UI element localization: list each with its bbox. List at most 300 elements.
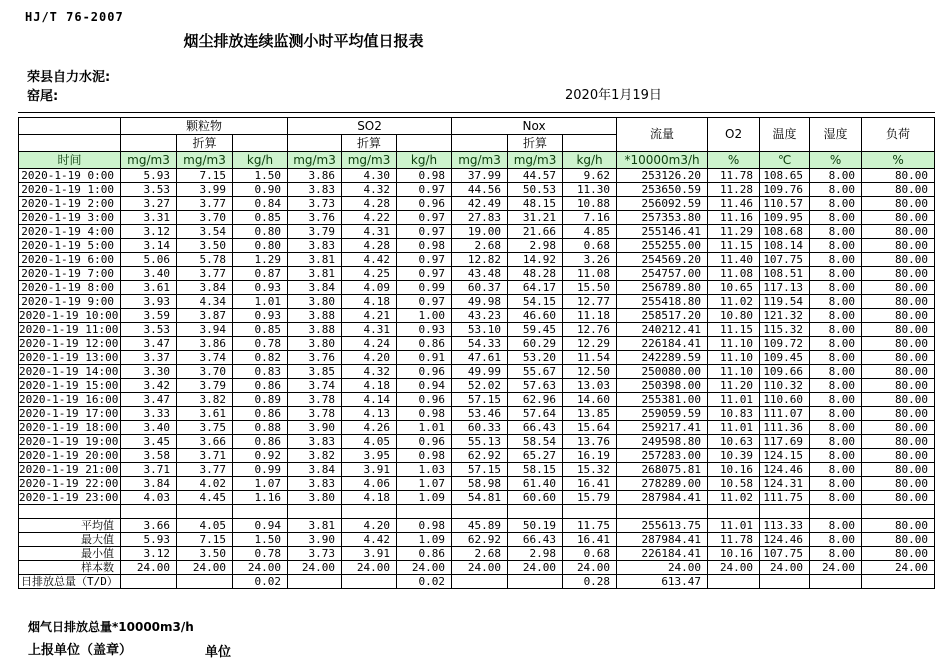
value-cell: 57.63 bbox=[508, 379, 563, 393]
value-cell: 11.10 bbox=[708, 365, 760, 379]
summary-value-cell: 66.43 bbox=[508, 533, 563, 547]
value-cell: 3.66 bbox=[177, 435, 233, 449]
value-cell: 80.00 bbox=[862, 337, 935, 351]
value-cell: 53.10 bbox=[452, 323, 508, 337]
value-cell: 8.00 bbox=[810, 407, 862, 421]
value-cell: 1.07 bbox=[397, 477, 452, 491]
value-cell: 3.75 bbox=[177, 421, 233, 435]
value-cell: 3.88 bbox=[288, 323, 342, 337]
value-cell: 44.57 bbox=[508, 169, 563, 183]
value-cell: 3.30 bbox=[121, 365, 177, 379]
value-cell: 8.00 bbox=[810, 421, 862, 435]
summary-value-cell: 3.12 bbox=[121, 547, 177, 561]
value-cell: 119.54 bbox=[760, 295, 810, 309]
value-cell: 4.21 bbox=[342, 309, 397, 323]
summary-value-cell: 24.00 bbox=[563, 561, 617, 575]
value-cell: 8.00 bbox=[810, 253, 862, 267]
table-row bbox=[19, 295, 935, 309]
value-cell: 11.54 bbox=[563, 351, 617, 365]
summary-value-cell: 8.00 bbox=[810, 547, 862, 561]
summary-value-cell bbox=[862, 575, 935, 589]
value-cell: 8.00 bbox=[810, 435, 862, 449]
summary-value-cell: 0.68 bbox=[563, 547, 617, 561]
value-cell: 15.64 bbox=[563, 421, 617, 435]
value-cell: 44.56 bbox=[452, 183, 508, 197]
value-cell: 12.76 bbox=[563, 323, 617, 337]
summary-value-cell: 62.92 bbox=[452, 533, 508, 547]
value-cell: 3.37 bbox=[121, 351, 177, 365]
value-cell: 4.26 bbox=[342, 421, 397, 435]
value-cell: 4.14 bbox=[342, 393, 397, 407]
value-cell: 58.54 bbox=[508, 435, 563, 449]
value-cell: 3.53 bbox=[121, 183, 177, 197]
value-cell: 80.00 bbox=[862, 197, 935, 211]
value-cell: 3.40 bbox=[121, 267, 177, 281]
blank-cell bbox=[452, 135, 508, 152]
blank-cell bbox=[233, 505, 288, 519]
value-cell: 58.15 bbox=[508, 463, 563, 477]
time-cell: 2020-1-19 11:00 bbox=[19, 323, 121, 337]
value-cell: 48.28 bbox=[508, 267, 563, 281]
value-cell: 49.99 bbox=[452, 365, 508, 379]
value-cell: 4.18 bbox=[342, 379, 397, 393]
value-cell: 111.07 bbox=[760, 407, 810, 421]
summary-value-cell: 4.05 bbox=[177, 519, 233, 533]
value-cell: 242289.59 bbox=[617, 351, 708, 365]
value-cell: 3.59 bbox=[121, 309, 177, 323]
value-cell: 226184.41 bbox=[617, 337, 708, 351]
value-cell: 257353.80 bbox=[617, 211, 708, 225]
summary-value-cell: 24.00 bbox=[233, 561, 288, 575]
value-cell: 11.02 bbox=[708, 491, 760, 505]
value-cell: 0.78 bbox=[233, 337, 288, 351]
value-cell: 5.06 bbox=[121, 253, 177, 267]
blank-cell bbox=[810, 505, 862, 519]
summary-value-cell bbox=[508, 575, 563, 589]
value-cell: 80.00 bbox=[862, 463, 935, 477]
value-cell: 0.84 bbox=[233, 197, 288, 211]
summary-value-cell: 124.46 bbox=[760, 533, 810, 547]
value-cell: 57.15 bbox=[452, 393, 508, 407]
value-cell: 258517.20 bbox=[617, 309, 708, 323]
summary-value-cell: 2.98 bbox=[508, 547, 563, 561]
value-cell: 0.97 bbox=[397, 211, 452, 225]
table-row bbox=[19, 407, 935, 421]
value-cell: 3.40 bbox=[121, 421, 177, 435]
value-cell: 3.74 bbox=[288, 379, 342, 393]
value-cell: 3.84 bbox=[177, 281, 233, 295]
col-header-flow: 流量 bbox=[617, 118, 708, 152]
value-cell: 3.74 bbox=[177, 351, 233, 365]
report-table bbox=[18, 117, 935, 589]
value-cell: 3.61 bbox=[121, 281, 177, 295]
value-cell: 3.84 bbox=[288, 463, 342, 477]
table-row bbox=[19, 477, 935, 491]
value-cell: 0.97 bbox=[397, 267, 452, 281]
station-label: 窑尾: bbox=[27, 89, 59, 104]
value-cell: 3.79 bbox=[177, 379, 233, 393]
corner-cell-mid bbox=[19, 135, 121, 152]
summary-value-cell bbox=[810, 575, 862, 589]
value-cell: 11.28 bbox=[708, 183, 760, 197]
value-cell: 3.84 bbox=[288, 281, 342, 295]
value-cell: 4.06 bbox=[342, 477, 397, 491]
table-row bbox=[19, 379, 935, 393]
table-row bbox=[19, 281, 935, 295]
col-header-temperature: 温度 bbox=[760, 118, 810, 152]
summary-value-cell: 0.28 bbox=[563, 575, 617, 589]
summary-value-cell: 113.33 bbox=[760, 519, 810, 533]
unit-cell: mg/m3 bbox=[452, 152, 508, 169]
value-cell: 53.20 bbox=[508, 351, 563, 365]
time-cell: 2020-1-19 2:00 bbox=[19, 197, 121, 211]
value-cell: 8.00 bbox=[810, 379, 862, 393]
unit-cell: % bbox=[810, 152, 862, 169]
value-cell: 46.60 bbox=[508, 309, 563, 323]
value-cell: 255255.00 bbox=[617, 239, 708, 253]
value-cell: 1.09 bbox=[397, 491, 452, 505]
time-cell: 2020-1-19 16:00 bbox=[19, 393, 121, 407]
summary-value-cell: 4.42 bbox=[342, 533, 397, 547]
value-cell: 0.99 bbox=[233, 463, 288, 477]
value-cell: 109.45 bbox=[760, 351, 810, 365]
summary-value-cell: 10.16 bbox=[708, 547, 760, 561]
summary-value-cell bbox=[452, 575, 508, 589]
value-cell: 3.77 bbox=[177, 463, 233, 477]
value-cell: 11.15 bbox=[708, 323, 760, 337]
blank-cell bbox=[708, 505, 760, 519]
blank-cell bbox=[617, 505, 708, 519]
value-cell: 117.13 bbox=[760, 281, 810, 295]
value-cell: 4.31 bbox=[342, 225, 397, 239]
value-cell: 1.16 bbox=[233, 491, 288, 505]
summary-value-cell: 16.41 bbox=[563, 533, 617, 547]
value-cell: 42.49 bbox=[452, 197, 508, 211]
time-cell: 2020-1-19 17:00 bbox=[19, 407, 121, 421]
value-cell: 80.00 bbox=[862, 225, 935, 239]
value-cell: 240212.41 bbox=[617, 323, 708, 337]
value-cell: 1.00 bbox=[397, 309, 452, 323]
value-cell: 15.32 bbox=[563, 463, 617, 477]
summary-value-cell: 8.00 bbox=[810, 533, 862, 547]
value-cell: 4.13 bbox=[342, 407, 397, 421]
summary-value-cell: 4.20 bbox=[342, 519, 397, 533]
value-cell: 0.82 bbox=[233, 351, 288, 365]
value-cell: 121.32 bbox=[760, 309, 810, 323]
table-row bbox=[19, 365, 935, 379]
value-cell: 4.31 bbox=[342, 323, 397, 337]
value-cell: 80.00 bbox=[862, 309, 935, 323]
value-cell: 109.76 bbox=[760, 183, 810, 197]
table-row bbox=[19, 253, 935, 267]
value-cell: 0.94 bbox=[397, 379, 452, 393]
value-cell: 52.02 bbox=[452, 379, 508, 393]
blank-cell bbox=[121, 505, 177, 519]
subheader-pm-converted: 折算 bbox=[177, 135, 233, 152]
value-cell: 11.10 bbox=[708, 351, 760, 365]
time-cell: 2020-1-19 7:00 bbox=[19, 267, 121, 281]
value-cell: 4.42 bbox=[342, 253, 397, 267]
report-date: 2020年1月19日 bbox=[565, 88, 662, 103]
value-cell: 80.00 bbox=[862, 491, 935, 505]
time-cell: 2020-1-19 5:00 bbox=[19, 239, 121, 253]
value-cell: 4.20 bbox=[342, 351, 397, 365]
value-cell: 3.58 bbox=[121, 449, 177, 463]
value-cell: 13.03 bbox=[563, 379, 617, 393]
value-cell: 11.08 bbox=[708, 267, 760, 281]
table-row bbox=[19, 225, 935, 239]
blank-cell bbox=[397, 505, 452, 519]
summary-value-cell: 24.00 bbox=[508, 561, 563, 575]
value-cell: 11.02 bbox=[708, 295, 760, 309]
summary-value-cell: 24.00 bbox=[617, 561, 708, 575]
value-cell: 0.85 bbox=[233, 323, 288, 337]
value-cell: 60.37 bbox=[452, 281, 508, 295]
value-cell: 3.80 bbox=[288, 337, 342, 351]
table-row bbox=[19, 393, 935, 407]
value-cell: 259217.41 bbox=[617, 421, 708, 435]
value-cell: 10.63 bbox=[708, 435, 760, 449]
summary-value-cell: 1.50 bbox=[233, 533, 288, 547]
value-cell: 3.12 bbox=[121, 225, 177, 239]
unit-cell: kg/h bbox=[563, 152, 617, 169]
value-cell: 0.86 bbox=[397, 337, 452, 351]
summary-value-cell: 3.81 bbox=[288, 519, 342, 533]
value-cell: 3.76 bbox=[288, 351, 342, 365]
value-cell: 8.00 bbox=[810, 477, 862, 491]
value-cell: 3.83 bbox=[288, 239, 342, 253]
value-cell: 21.66 bbox=[508, 225, 563, 239]
blank-cell bbox=[862, 505, 935, 519]
summary-value-cell: 7.15 bbox=[177, 533, 233, 547]
time-cell: 2020-1-19 21:00 bbox=[19, 463, 121, 477]
value-cell: 259059.59 bbox=[617, 407, 708, 421]
unit-cell: *10000m3/h bbox=[617, 152, 708, 169]
value-cell: 80.00 bbox=[862, 435, 935, 449]
value-cell: 0.80 bbox=[233, 239, 288, 253]
summary-value-cell: 613.47 bbox=[617, 575, 708, 589]
value-cell: 255381.00 bbox=[617, 393, 708, 407]
value-cell: 11.40 bbox=[708, 253, 760, 267]
summary-value-cell: 255613.75 bbox=[617, 519, 708, 533]
summary-value-cell: 24.00 bbox=[397, 561, 452, 575]
value-cell: 278289.00 bbox=[617, 477, 708, 491]
value-cell: 109.72 bbox=[760, 337, 810, 351]
page-title: 烟尘排放连续监测小时平均值日报表 bbox=[183, 32, 424, 50]
value-cell: 61.40 bbox=[508, 477, 563, 491]
value-cell: 0.86 bbox=[233, 435, 288, 449]
unit-cell: % bbox=[862, 152, 935, 169]
value-cell: 8.00 bbox=[810, 281, 862, 295]
value-cell: 0.98 bbox=[397, 169, 452, 183]
value-cell: 3.93 bbox=[121, 295, 177, 309]
summary-row bbox=[19, 519, 935, 533]
value-cell: 255418.80 bbox=[617, 295, 708, 309]
value-cell: 12.50 bbox=[563, 365, 617, 379]
value-cell: 80.00 bbox=[862, 449, 935, 463]
table-row bbox=[19, 309, 935, 323]
value-cell: 3.83 bbox=[288, 435, 342, 449]
value-cell: 0.97 bbox=[397, 183, 452, 197]
table-row bbox=[19, 337, 935, 351]
company-label: 荣县自力水泥: bbox=[27, 70, 111, 85]
value-cell: 0.99 bbox=[397, 281, 452, 295]
value-cell: 110.57 bbox=[760, 197, 810, 211]
summary-value-cell: 3.90 bbox=[288, 533, 342, 547]
blank-cell bbox=[563, 505, 617, 519]
table-row bbox=[19, 435, 935, 449]
summary-row bbox=[19, 561, 935, 575]
value-cell: 3.53 bbox=[121, 323, 177, 337]
unit-cell: mg/m3 bbox=[342, 152, 397, 169]
summary-value-cell: 24.00 bbox=[810, 561, 862, 575]
table-row bbox=[19, 449, 935, 463]
value-cell: 3.77 bbox=[177, 267, 233, 281]
unit-cell: kg/h bbox=[233, 152, 288, 169]
value-cell: 0.98 bbox=[397, 407, 452, 421]
summary-value-cell: 3.66 bbox=[121, 519, 177, 533]
value-cell: 0.68 bbox=[563, 239, 617, 253]
time-cell: 2020-1-19 12:00 bbox=[19, 337, 121, 351]
summary-row bbox=[19, 575, 935, 589]
time-cell: 2020-1-19 0:00 bbox=[19, 169, 121, 183]
value-cell: 4.02 bbox=[177, 477, 233, 491]
value-cell: 54.81 bbox=[452, 491, 508, 505]
col-header-o2: O2 bbox=[708, 118, 760, 152]
value-cell: 257283.00 bbox=[617, 449, 708, 463]
value-cell: 3.82 bbox=[177, 393, 233, 407]
value-cell: 5.78 bbox=[177, 253, 233, 267]
unit-cell: ℃ bbox=[760, 152, 810, 169]
value-cell: 0.92 bbox=[233, 449, 288, 463]
value-cell: 108.68 bbox=[760, 225, 810, 239]
value-cell: 110.32 bbox=[760, 379, 810, 393]
value-cell: 3.77 bbox=[177, 197, 233, 211]
summary-value-cell: 24.00 bbox=[342, 561, 397, 575]
summary-row bbox=[19, 533, 935, 547]
value-cell: 8.00 bbox=[810, 295, 862, 309]
time-cell: 2020-1-19 15:00 bbox=[19, 379, 121, 393]
value-cell: 16.19 bbox=[563, 449, 617, 463]
value-cell: 10.65 bbox=[708, 281, 760, 295]
value-cell: 0.85 bbox=[233, 211, 288, 225]
summary-value-cell: 24.00 bbox=[760, 561, 810, 575]
standard-code: HJ/T 76-2007 bbox=[25, 10, 124, 24]
footer-report-unit-label: 上报单位（盖章） bbox=[28, 643, 133, 658]
value-cell: 3.90 bbox=[288, 421, 342, 435]
value-cell: 43.48 bbox=[452, 267, 508, 281]
value-cell: 11.29 bbox=[708, 225, 760, 239]
value-cell: 3.76 bbox=[288, 211, 342, 225]
summary-value-cell: 80.00 bbox=[862, 547, 935, 561]
value-cell: 53.46 bbox=[452, 407, 508, 421]
value-cell: 4.05 bbox=[342, 435, 397, 449]
value-cell: 66.43 bbox=[508, 421, 563, 435]
blank-cell bbox=[121, 135, 177, 152]
summary-value-cell: 3.91 bbox=[342, 547, 397, 561]
table-row bbox=[19, 169, 935, 183]
value-cell: 3.87 bbox=[177, 309, 233, 323]
value-cell: 0.93 bbox=[233, 281, 288, 295]
value-cell: 8.00 bbox=[810, 351, 862, 365]
value-cell: 11.78 bbox=[708, 169, 760, 183]
value-cell: 3.99 bbox=[177, 183, 233, 197]
value-cell: 8.00 bbox=[810, 309, 862, 323]
top-rule bbox=[18, 112, 935, 113]
value-cell: 124.15 bbox=[760, 449, 810, 463]
value-cell: 0.80 bbox=[233, 225, 288, 239]
value-cell: 1.01 bbox=[397, 421, 452, 435]
unit-cell: kg/h bbox=[397, 152, 452, 169]
value-cell: 16.41 bbox=[563, 477, 617, 491]
unit-cell: % bbox=[708, 152, 760, 169]
value-cell: 8.00 bbox=[810, 323, 862, 337]
time-cell: 2020-1-19 20:00 bbox=[19, 449, 121, 463]
value-cell: 13.85 bbox=[563, 407, 617, 421]
value-cell: 107.75 bbox=[760, 253, 810, 267]
value-cell: 4.32 bbox=[342, 365, 397, 379]
value-cell: 0.93 bbox=[397, 323, 452, 337]
value-cell: 111.36 bbox=[760, 421, 810, 435]
value-cell: 80.00 bbox=[862, 477, 935, 491]
value-cell: 3.83 bbox=[288, 477, 342, 491]
value-cell: 80.00 bbox=[862, 253, 935, 267]
value-cell: 12.29 bbox=[563, 337, 617, 351]
summary-value-cell: 287984.41 bbox=[617, 533, 708, 547]
value-cell: 43.23 bbox=[452, 309, 508, 323]
value-cell: 108.14 bbox=[760, 239, 810, 253]
value-cell: 3.61 bbox=[177, 407, 233, 421]
summary-value-cell: 3.73 bbox=[288, 547, 342, 561]
value-cell: 3.84 bbox=[121, 477, 177, 491]
value-cell: 4.85 bbox=[563, 225, 617, 239]
unit-cell: mg/m3 bbox=[508, 152, 563, 169]
value-cell: 13.76 bbox=[563, 435, 617, 449]
value-cell: 3.50 bbox=[177, 239, 233, 253]
summary-value-cell: 24.00 bbox=[452, 561, 508, 575]
summary-value-cell bbox=[760, 575, 810, 589]
value-cell: 0.88 bbox=[233, 421, 288, 435]
value-cell: 3.78 bbox=[288, 393, 342, 407]
value-cell: 249598.80 bbox=[617, 435, 708, 449]
table-row bbox=[19, 351, 935, 365]
value-cell: 15.79 bbox=[563, 491, 617, 505]
value-cell: 8.00 bbox=[810, 225, 862, 239]
value-cell: 14.60 bbox=[563, 393, 617, 407]
summary-value-cell: 24.00 bbox=[708, 561, 760, 575]
value-cell: 0.90 bbox=[233, 183, 288, 197]
footer-unit-label: 单位 bbox=[205, 645, 232, 660]
value-cell: 14.92 bbox=[508, 253, 563, 267]
value-cell: 4.45 bbox=[177, 491, 233, 505]
value-cell: 54.15 bbox=[508, 295, 563, 309]
time-cell: 2020-1-19 8:00 bbox=[19, 281, 121, 295]
value-cell: 11.20 bbox=[708, 379, 760, 393]
value-cell: 10.88 bbox=[563, 197, 617, 211]
value-cell: 4.18 bbox=[342, 491, 397, 505]
summary-value-cell: 5.93 bbox=[121, 533, 177, 547]
value-cell: 8.00 bbox=[810, 267, 862, 281]
value-cell: 8.00 bbox=[810, 491, 862, 505]
summary-value-cell: 80.00 bbox=[862, 533, 935, 547]
summary-label: 日排放总量（T/D） bbox=[19, 575, 121, 589]
value-cell: 1.29 bbox=[233, 253, 288, 267]
value-cell: 8.00 bbox=[810, 197, 862, 211]
unit-cell: mg/m3 bbox=[121, 152, 177, 169]
value-cell: 0.83 bbox=[233, 365, 288, 379]
blank-cell bbox=[342, 505, 397, 519]
header-units-row bbox=[19, 152, 935, 169]
